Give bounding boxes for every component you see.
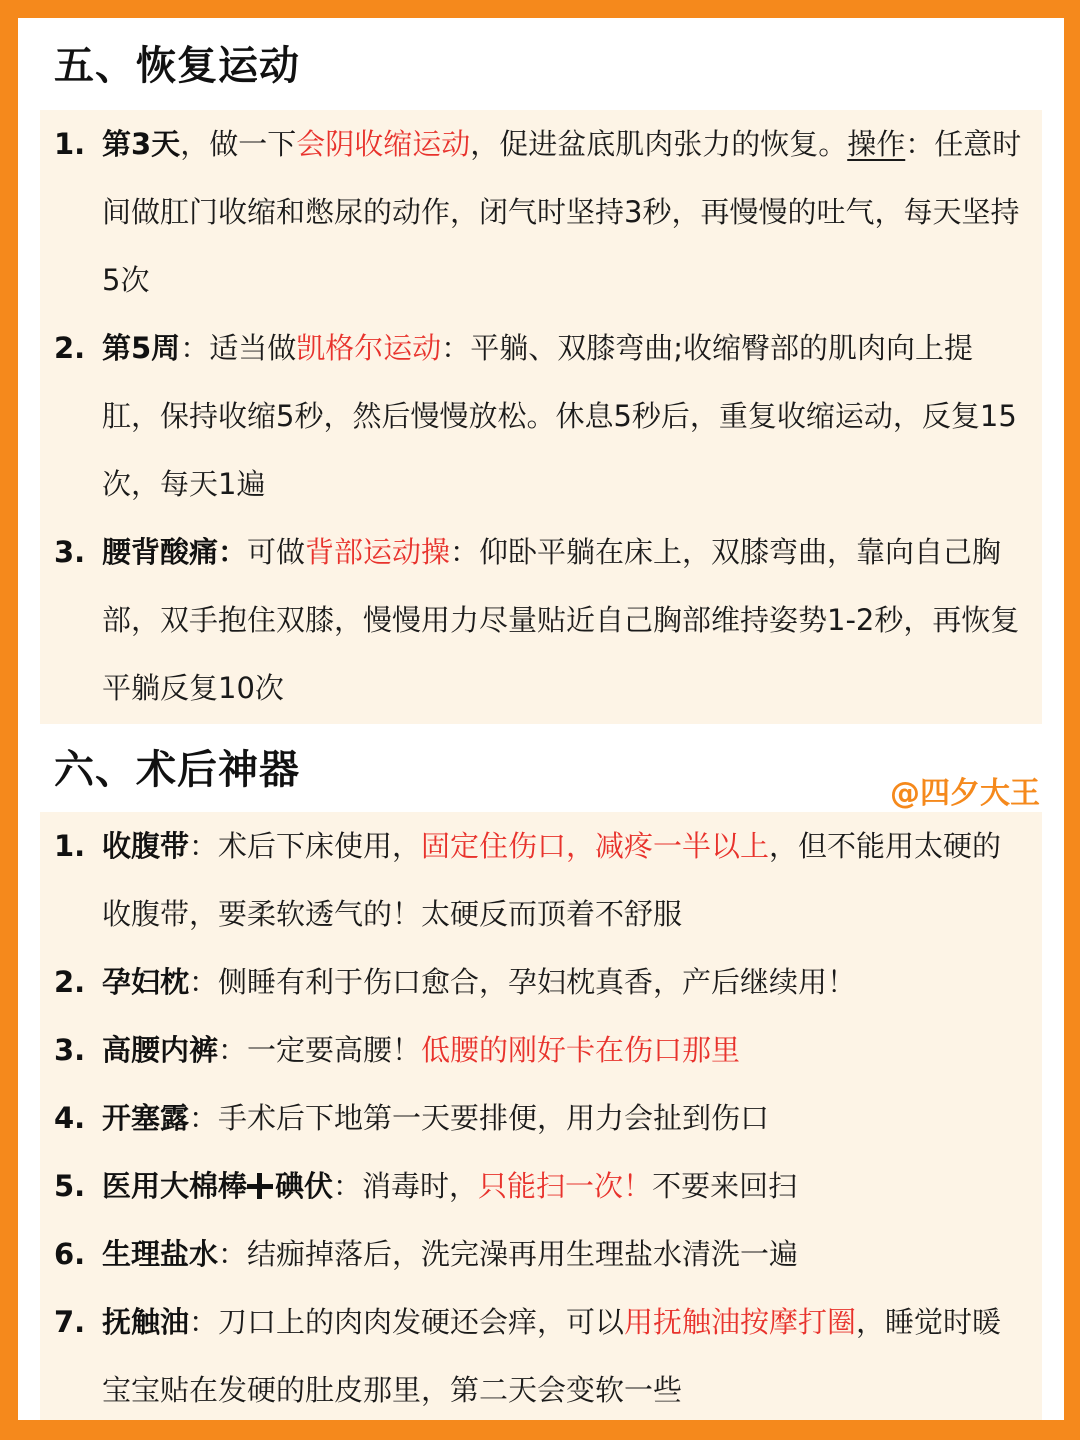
item-text: ，但不能用太硬的收腹带，要柔软透气的！太硬反而顶着不舒服 — [102, 829, 1002, 931]
item-text: ，睡觉时暖宝宝贴在发硬的肚皮那里，第二天会变软一些 — [102, 1305, 1002, 1407]
item-highlight: 低腰的刚好卡在伤口那里 — [421, 1033, 741, 1067]
list-item — [40, 1152, 1042, 1220]
item-number: 1. — [54, 829, 86, 863]
item-highlight: 背部运动操 — [305, 535, 451, 569]
item-number: 2. — [54, 331, 86, 365]
item-key: 医用大棉棒 — [102, 1169, 248, 1203]
item-text: ：消毒时， — [333, 1169, 479, 1203]
item-text: ：结痂掉落后，洗完澡再用生理盐水清洗一遍 — [218, 1237, 799, 1271]
list-item — [40, 314, 1042, 518]
section-5-list — [40, 110, 1042, 722]
section-6-title: 六、术后神器 — [54, 747, 300, 793]
item-text: 可做 — [247, 535, 306, 569]
item-number: 3. — [54, 535, 86, 569]
item-key: 第3天 — [102, 127, 181, 161]
item-key: 生理盐水 — [102, 1237, 219, 1271]
item-highlight: 只能扫一次！ — [478, 1169, 653, 1203]
item-key: 腰背酸痛： — [102, 535, 248, 569]
item-text: ：侧睡有利于伤口愈合，孕妇枕真香，产后继续用！ — [189, 965, 857, 999]
item-key: 第5周 — [102, 331, 181, 365]
item-text: ：一定要高腰！ — [218, 1033, 422, 1067]
item-text: ：任意时间做肛门收缩和憋尿的动作，闭气时坚持3秒，再慢慢的吐气，每天坚持5次 — [102, 127, 1022, 297]
item-key: 碘伏 — [275, 1169, 334, 1203]
item-underline: 操作 — [847, 127, 906, 161]
item-highlight: 会阴收缩运动 — [296, 127, 471, 161]
section-6-list — [40, 812, 1042, 1420]
list-item — [40, 1220, 1042, 1288]
plus-icon — [247, 1173, 273, 1199]
list-item — [40, 812, 1042, 948]
item-number: 4. — [54, 1101, 86, 1135]
list-item — [40, 1288, 1042, 1420]
item-text: ：术后下床使用， — [189, 829, 422, 863]
item-number: 2. — [54, 965, 86, 999]
item-text: ：适当做 — [180, 331, 297, 365]
item-number: 1. — [54, 127, 86, 161]
item-number: 6. — [54, 1237, 86, 1271]
item-key: 抚触油 — [102, 1305, 190, 1339]
list-item — [40, 1084, 1042, 1152]
page — [18, 18, 1064, 1420]
item-text: ：手术后下地第一天要排便，用力会扯到伤口 — [189, 1101, 770, 1135]
item-key: 开塞露 — [102, 1101, 190, 1135]
list-item — [40, 948, 1042, 1016]
item-highlight: 固定住伤口，减疼一半以上 — [421, 829, 770, 863]
item-text: ，做一下 — [180, 127, 297, 161]
item-text: 不要来回扫 — [652, 1169, 798, 1203]
item-key: 孕妇枕 — [102, 965, 190, 999]
item-text: ：仰卧平躺在床上，双膝弯曲，靠向自己胸部，双手抱住双膝，慢慢用力尽量贴近自己胸部维持姿势1-2秒，再恢复平躺反复10次 — [102, 535, 1020, 705]
watermark: @四夕大王 — [890, 776, 1040, 811]
item-text: ，促进盆底肌肉张力的恢复。 — [470, 127, 848, 161]
item-text: ：刀口上的肉肉发硬还会痒，可以 — [189, 1305, 625, 1339]
section-5-box — [40, 110, 1042, 724]
item-highlight: 用抚触油按摩打圈 — [624, 1305, 857, 1339]
item-key: 收腹带 — [102, 829, 190, 863]
section-5-title: 五、恢复运动 — [54, 43, 300, 89]
list-item — [40, 1016, 1042, 1084]
item-number: 7. — [54, 1305, 86, 1339]
item-key: 高腰内裤 — [102, 1033, 219, 1067]
item-text: ：平躺、双膝弯曲;收缩臀部的肌肉向上提肛，保持收缩5秒，然后慢慢放松。休息5秒后，重复收缩运动，反复15次，每天1遍 — [102, 331, 1017, 501]
item-number: 3. — [54, 1033, 86, 1067]
item-highlight: 凯格尔运动 — [296, 331, 442, 365]
list-item — [40, 110, 1042, 314]
section-6-box — [40, 812, 1042, 1420]
item-number: 5. — [54, 1169, 86, 1203]
list-item — [40, 518, 1042, 722]
